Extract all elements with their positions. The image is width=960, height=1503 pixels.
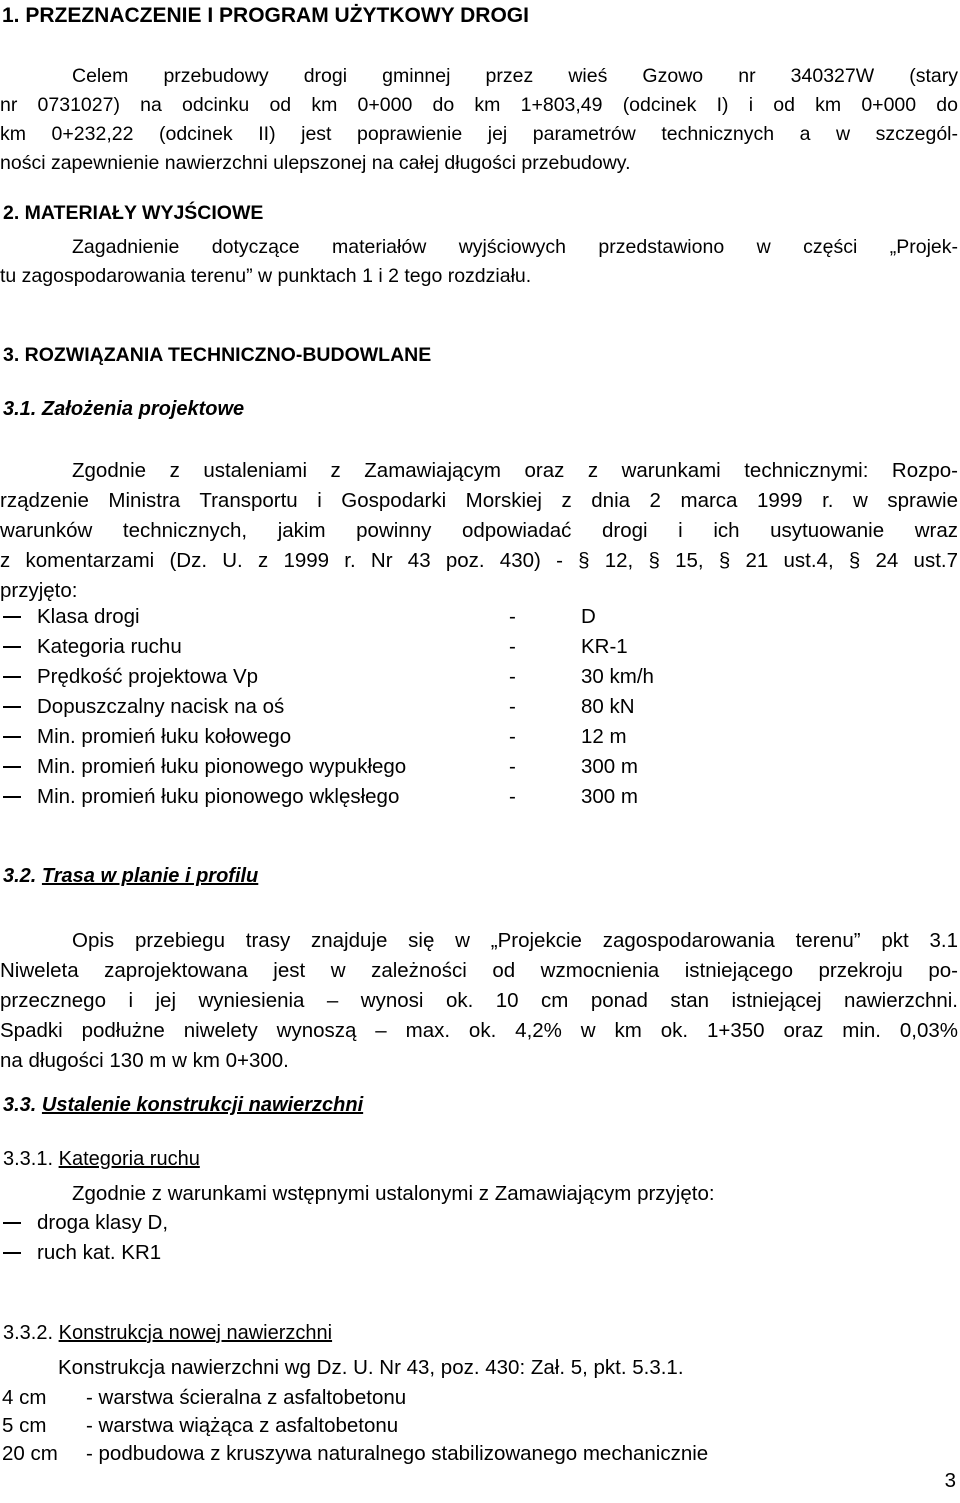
dash-bullet-icon bbox=[3, 706, 21, 708]
parameter-value: 30 km/h bbox=[581, 665, 654, 688]
list-item-text: ruch kat. KR1 bbox=[37, 1241, 162, 1264]
paragraph-line: Opis przebiegu trasy znajduje się w „Projekcie zagospodarowania terenu” pkt 3.1 bbox=[72, 929, 958, 952]
dash-bullet-icon bbox=[3, 676, 21, 678]
paragraph-line: na długości 130 m w km 0+300. bbox=[0, 1049, 289, 1072]
paragraph-line: przecznego i jej wyniesienia – wynosi ok. 10 cm ponad stan istniejącej nawierzchni. bbox=[0, 989, 958, 1012]
section-2-heading: 2. MATERIAŁY WYJŚCIOWE bbox=[3, 202, 264, 224]
parameter-name: Dopuszczalny nacisk na oś bbox=[37, 695, 285, 718]
paragraph-line: Niweleta zaprojektowana jest w zależności od wzmocnienia istniejącego przekroju po- bbox=[0, 959, 958, 982]
parameter-separator: - bbox=[509, 635, 516, 658]
paragraph-line: rządzenie Ministra Transportu i Gospodarki Morskiej z dnia 2 marca 1999 r. w sprawie bbox=[0, 489, 958, 512]
section-3-3-1-intro: Zgodnie z warunkami wstępnymi ustalonymi z Zamawiającym przyjęto: bbox=[72, 1182, 715, 1205]
dash-bullet-icon bbox=[3, 796, 21, 798]
parameter-value: D bbox=[581, 605, 596, 628]
layer-thickness: 4 cm bbox=[2, 1386, 47, 1409]
paragraph-line: Spadki podłużne niwelety wynoszą – max. ok. 4,2% w km ok. 1+350 oraz min. 0,03% bbox=[0, 1019, 958, 1042]
dash-bullet-icon bbox=[3, 766, 21, 768]
page-number: 3 bbox=[944, 1469, 956, 1492]
section-number: 3.3. bbox=[3, 1094, 37, 1116]
design-parameter-row bbox=[0, 632, 700, 662]
paragraph-line: km 0+232,22 (odcinek II) jest poprawienie jej parametrów technicznych a w szczegól- bbox=[0, 123, 958, 145]
dash-bullet-icon bbox=[3, 646, 21, 648]
paragraph-line: warunków technicznych, jakim powinny odpowiadać drogi i ich usytuowanie wraz bbox=[0, 519, 958, 542]
parameter-value: 300 m bbox=[581, 785, 638, 808]
parameter-value: KR-1 bbox=[581, 635, 628, 658]
section-3-1-paragraph bbox=[0, 456, 958, 606]
parameter-separator: - bbox=[509, 785, 516, 808]
section-title: Trasa w planie i profilu bbox=[41, 865, 259, 887]
section-3-2-heading bbox=[3, 865, 258, 888]
layer-description: - warstwa ścieralna z asfaltobetonu bbox=[86, 1386, 407, 1409]
paragraph-line: przyjęto: bbox=[0, 579, 78, 602]
design-parameter-row bbox=[0, 662, 700, 692]
section-3-1-heading: 3.1. Założenia projektowe bbox=[3, 398, 245, 420]
section-3-3-2-intro: Konstrukcja nawierzchni wg Dz. U. Nr 43, poz. 430: Zał. 5, pkt. 5.3.1. bbox=[58, 1356, 684, 1379]
section-3-2-paragraph bbox=[0, 926, 958, 1076]
section-title: Kategoria ruchu bbox=[58, 1148, 200, 1170]
paragraph-line: tu zagospodarowania terenu” w punktach 1 i 2 tego rozdziału. bbox=[0, 265, 532, 287]
dash-bullet-icon bbox=[3, 1222, 21, 1224]
design-parameter-row bbox=[0, 782, 700, 812]
layer-description: - warstwa wiążąca z asfaltobetonu bbox=[86, 1414, 399, 1437]
parameter-name: Prędkość projektowa Vp bbox=[37, 665, 259, 688]
parameter-separator: - bbox=[509, 755, 516, 778]
paragraph-line: ności zapewnienie nawierzchni ulepszonej na całej długości przebudowy. bbox=[0, 152, 631, 174]
section-1-paragraph bbox=[0, 62, 958, 178]
section-number: 3.3.1. bbox=[3, 1148, 54, 1170]
parameter-name: Min. promień łuku pionowego wklęsłego bbox=[37, 785, 400, 808]
paragraph-line: z komentarzami (Dz. U. z 1999 r. Nr 43 poz. 430) - § 12, § 15, § 21 ust.4, § 24 ust.7 bbox=[0, 549, 958, 572]
list-item-text: droga klasy D, bbox=[37, 1211, 169, 1234]
layer-thickness: 20 cm bbox=[2, 1442, 58, 1465]
section-1-heading: 1. PRZEZNACZENIE I PROGRAM UŻYTKOWY DROGI bbox=[2, 4, 529, 27]
dash-bullet-icon bbox=[3, 616, 21, 618]
section-number: 3.3.2. bbox=[3, 1322, 54, 1344]
section-number: 3.2. bbox=[3, 865, 37, 887]
design-parameter-row bbox=[0, 692, 700, 722]
design-parameter-row bbox=[0, 722, 700, 752]
parameter-value: 12 m bbox=[581, 725, 627, 748]
dash-bullet-icon bbox=[3, 1252, 21, 1254]
parameter-value: 80 kN bbox=[581, 695, 635, 718]
design-parameter-row bbox=[0, 752, 700, 782]
layer-thickness: 5 cm bbox=[2, 1414, 47, 1437]
paragraph-line: Celem przebudowy drogi gminnej przez wieś Gzowo nr 340327W (stary bbox=[72, 65, 958, 87]
parameter-separator: - bbox=[509, 725, 516, 748]
section-3-heading: 3. ROZWIĄZANIA TECHNICZNO-BUDOWLANE bbox=[3, 344, 432, 366]
dash-bullet-icon bbox=[3, 736, 21, 738]
parameter-separator: - bbox=[509, 695, 516, 718]
paragraph-line: Zagadnienie dotyczące materiałów wyjściowych przedstawiono w części „Projek- bbox=[72, 236, 958, 258]
section-3-3-1-heading bbox=[3, 1148, 200, 1171]
layer-description: - podbudowa z kruszywa naturalnego stabilizowanego mechanicznie bbox=[86, 1442, 709, 1465]
parameter-name: Kategoria ruchu bbox=[37, 635, 182, 658]
parameter-separator: - bbox=[509, 665, 516, 688]
section-title: Ustalenie konstrukcji nawierzchni bbox=[41, 1094, 364, 1116]
parameter-name: Klasa drogi bbox=[37, 605, 140, 628]
parameter-separator: - bbox=[509, 605, 516, 628]
section-3-3-2-heading bbox=[3, 1322, 332, 1345]
section-3-3-heading bbox=[3, 1094, 363, 1117]
design-parameter-row bbox=[0, 602, 700, 632]
paragraph-line: nr 0731027) na odcinku od km 0+000 do km 1+803,49 (odcinek I) i od km 0+000 do bbox=[0, 94, 958, 116]
section-title: Konstrukcja nowej nawierzchni bbox=[58, 1322, 333, 1344]
parameter-name: Min. promień łuku kołowego bbox=[37, 725, 292, 748]
parameter-name: Min. promień łuku pionowego wypukłego bbox=[37, 755, 407, 778]
parameter-value: 300 m bbox=[581, 755, 638, 778]
section-2-paragraph bbox=[0, 233, 958, 291]
paragraph-line: Zgodnie z ustaleniami z Zamawiającym oraz z warunkami technicznymi: Rozpo- bbox=[72, 459, 958, 482]
